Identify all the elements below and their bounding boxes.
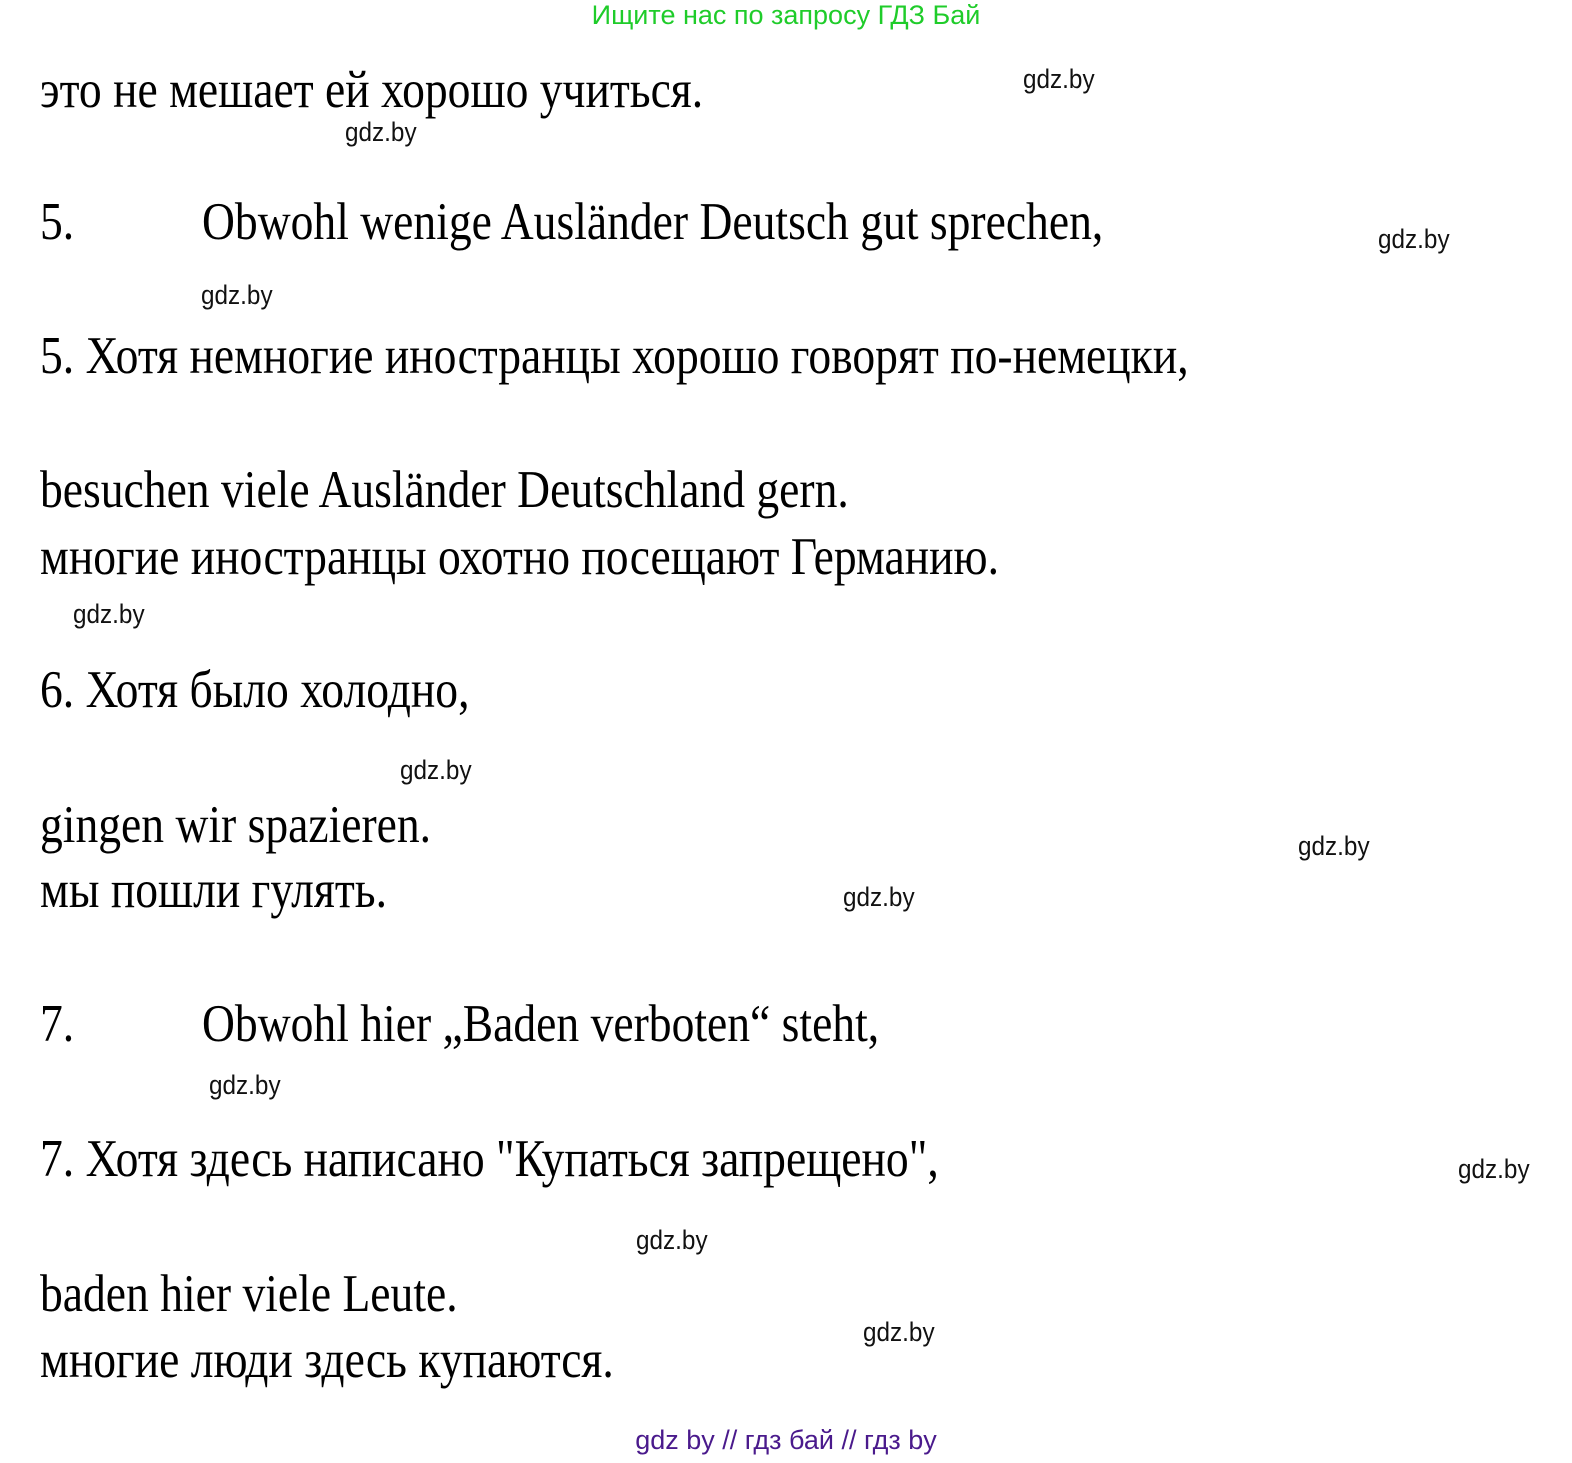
watermark: gdz.by	[863, 1317, 935, 1347]
text-line-0: это не мешает ей хорошо учиться.	[40, 61, 704, 119]
item7-de-clause: Obwohl hier „Baden verboten“ steht,	[202, 995, 880, 1053]
item5-ru-clause: 5. Хотя немногие иностранцы хорошо говорят по-немецки,	[40, 327, 1189, 385]
watermark: gdz.by	[73, 599, 145, 629]
item5-ru-main: многие иностранцы охотно посещают Германию.	[40, 528, 1000, 586]
item7-de-main: baden hier viele Leute.	[40, 1265, 458, 1323]
watermark: gdz.by	[1298, 831, 1370, 861]
item5-de-clause: Obwohl wenige Ausländer Deutsch gut sprechen,	[202, 193, 1104, 251]
item6-ru-clause: 6. Хотя было холодно,	[40, 661, 470, 719]
watermark: gdz.by	[400, 755, 472, 785]
item7-ru-clause: 7. Хотя здесь написано "Купаться запрещено",	[40, 1130, 939, 1188]
item5-de-main: besuchen viele Ausländer Deutschland gern.	[40, 461, 849, 519]
watermark: gdz.by	[209, 1070, 281, 1100]
item6-ru-main: мы пошли гулять.	[40, 861, 387, 919]
footer-site-links: gdz by // гдз бай // гдз by	[635, 1425, 937, 1455]
watermark: gdz.by	[1458, 1154, 1530, 1184]
watermark: gdz.by	[201, 280, 273, 310]
item5-de-number: 5.	[40, 193, 75, 251]
watermark: gdz.by	[1378, 224, 1450, 254]
watermark: gdz.by	[636, 1225, 708, 1255]
item6-de-main: gingen wir spazieren.	[40, 796, 432, 854]
item7-ru-main: многие люди здесь купаются.	[40, 1331, 614, 1389]
item7-de-number: 7.	[40, 995, 75, 1053]
search-hint-banner: Ищите нас по запросу ГДЗ Бай	[591, 0, 981, 30]
watermark: gdz.by	[345, 117, 417, 147]
watermark: gdz.by	[1023, 64, 1095, 94]
watermark: gdz.by	[843, 882, 915, 912]
